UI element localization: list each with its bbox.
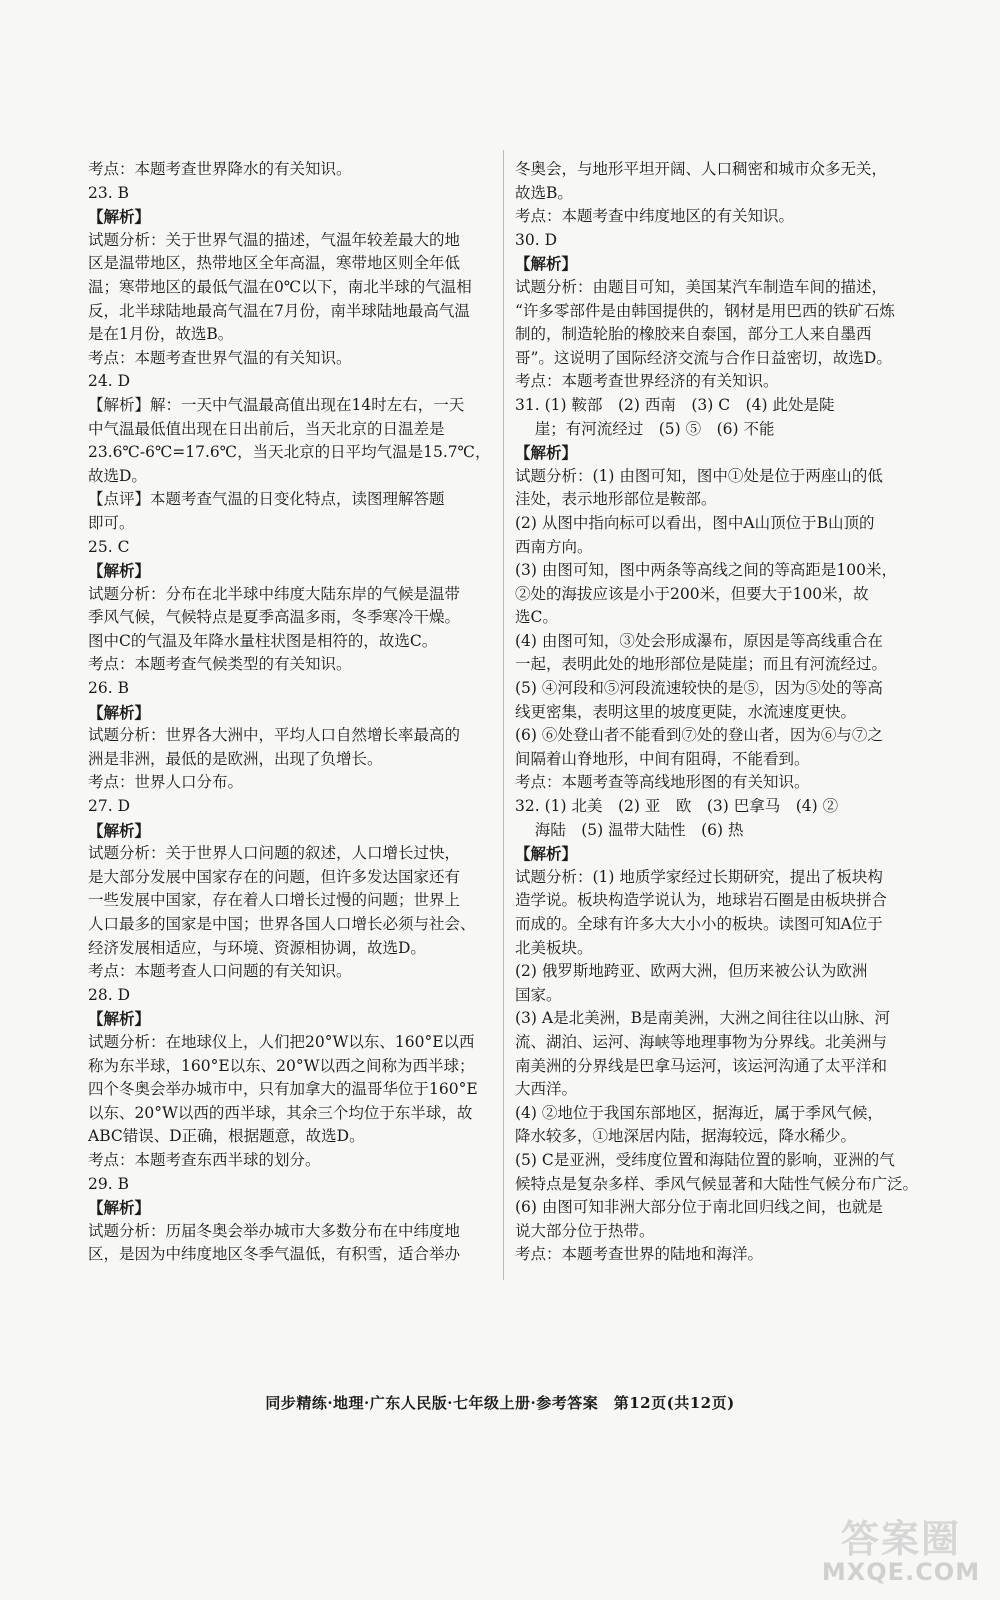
text-line: 【点评】本题考查气温的日变化特点，读图理解答题 bbox=[88, 490, 445, 509]
section-heading: 【解析】 bbox=[515, 254, 578, 274]
section-heading: 【解析】 bbox=[88, 207, 151, 227]
text-line: 以东、20°W以西的西半球，其余三个均位于东半球，故 bbox=[88, 1103, 473, 1122]
text-line: 26. B bbox=[88, 679, 129, 698]
text-line: 故选B。 bbox=[515, 183, 573, 202]
text-line: 30. D bbox=[515, 230, 558, 249]
text-line: 称为东半球，160°E以东、20°W以西之间称为西半球； bbox=[88, 1056, 475, 1075]
text-line: 国家。 bbox=[515, 985, 562, 1004]
text-line: 27. D bbox=[88, 797, 131, 816]
text-line: 制的，制造轮胎的橡胶来自泰国，部分工人来自墨西 bbox=[515, 325, 872, 344]
text-line: 西南方向。 bbox=[515, 537, 593, 556]
text-line: 区，是因为中纬度地区冬季气温低，有积雪，适合举办 bbox=[88, 1245, 461, 1264]
text-line: (5) ④河段和⑤河段流速较快的是⑤，因为⑤处的等高 bbox=[515, 679, 883, 698]
text-line: 区是温带地区，热带地区全年高温，寒带地区则全年低 bbox=[88, 254, 461, 273]
text-line: 南美洲的分界线是巴拿马运河，该运河沟通了太平洋和 bbox=[515, 1056, 888, 1075]
text-line: 23.6℃-6℃=17.6℃，当天北京的日平均气温是15.7℃， bbox=[88, 443, 491, 462]
text-line: 29. B bbox=[88, 1174, 129, 1193]
section-heading: 【解析】 bbox=[88, 820, 151, 840]
text-line: 降水较多，①地深居内陆，据海较远，降水稀少。 bbox=[515, 1127, 857, 1146]
text-line: 考点：本题考查中纬度地区的有关知识。 bbox=[515, 207, 795, 226]
text-line: 哥”。这说明了国际经济交流与合作日益密切，故选D。 bbox=[515, 348, 892, 367]
text-line: 考点：世界人口分布。 bbox=[88, 773, 244, 792]
text-line: 造学说。板块构造学说认为，地球岩石圈是由板块拼合 bbox=[515, 891, 888, 910]
text-line: 考点：本题考查世界经济的有关知识。 bbox=[515, 372, 779, 391]
text-line: 考点：本题考查等高线地形图的有关知识。 bbox=[515, 773, 810, 792]
text-line: (3) 由图可知，图中两条等高线之间的等高距是100米， bbox=[515, 561, 897, 580]
text-line: 冬奥会，与地形平坦开阔、人口稠密和城市众多无关， bbox=[515, 160, 888, 178]
text-line: 【解析】解：一天中气温最高值出现在14时左右，一天 bbox=[88, 395, 465, 414]
text-line: 试题分析：世界各大洲中，平均人口自然增长率最高的 bbox=[88, 726, 461, 745]
site-watermark bbox=[816, 1508, 986, 1588]
text-line: 崖；有河流经过 (5) ⑤ (6) 不能 bbox=[515, 419, 775, 438]
text-line: 季风气候，气候特点是夏季高温多雨，冬季寒冷干燥。 bbox=[88, 608, 461, 627]
text-line: 一起，表明此处的地形部位是陡崖；而且有河流经过。 bbox=[515, 655, 888, 674]
text-line: (6) 由图可知非洲大部分位于南北回归线之间，也就是 bbox=[515, 1198, 883, 1217]
text-line: 洼处，表示地形部位是鞍部。 bbox=[515, 490, 717, 509]
text-line: 人口最多的国家是中国；世界各国人口增长必须与社会、 bbox=[88, 915, 476, 933]
text-line: 四个冬奥会举办城市中，只有加拿大的温哥华位于160°E bbox=[88, 1080, 478, 1099]
section-heading: 【解析】 bbox=[88, 1009, 151, 1029]
text-line: 23. B bbox=[88, 183, 129, 202]
text-line: 图中C的气温及年降水量柱状图是相符的，故选C。 bbox=[88, 631, 438, 650]
left-column bbox=[88, 158, 493, 1267]
text-line: 24. D bbox=[88, 372, 131, 391]
text-line: 考点：本题考查气候类型的有关知识。 bbox=[88, 655, 352, 674]
text-line: 中气温最低值出现在日出前后，当天北京的日温差是 bbox=[88, 419, 445, 438]
text-line: 考点：本题考查世界气温的有关知识。 bbox=[88, 348, 352, 367]
text-line: 流、湖泊、运河、海峡等地理事物为分界线。北美洲与 bbox=[515, 1032, 888, 1051]
right-column bbox=[515, 158, 923, 1267]
text-line: 试题分析：关于世界气温的描述，气温年较差最大的地 bbox=[88, 230, 461, 249]
text-line: 北美板块。 bbox=[515, 938, 593, 957]
text-line: 温；寒带地区的最低气温在0℃以下，南北半球的气温相 bbox=[88, 277, 472, 296]
text-line: 试题分析：(1) 由图可知，图中①处是位于两座山的低 bbox=[515, 466, 883, 485]
text-line: 间隔着山脊地形，中间有阻碍，不能看到。 bbox=[515, 749, 810, 768]
text-line: “许多零部件是由韩国提供的，钢材是用巴西的铁矿石炼 bbox=[515, 301, 895, 320]
text-line: 洲是非洲，最低的是欧洲，出现了负增长。 bbox=[88, 749, 383, 768]
text-line: 大西洋。 bbox=[515, 1080, 578, 1099]
text-line: 是在1月份，故选B。 bbox=[88, 325, 234, 344]
section-heading: 【解析】 bbox=[515, 443, 578, 463]
text-line: 即可。 bbox=[88, 513, 135, 532]
text-line: 反，北半球陆地最高气温在7月份，南半球陆地最高气温 bbox=[88, 301, 470, 320]
text-line: 试题分析：分布在北半球中纬度大陆东岸的气候是温带 bbox=[88, 584, 461, 603]
text-line: (2) 从图中指向标可以看出，图中A山顶位于B山顶的 bbox=[515, 513, 875, 532]
text-line: (3) A是北美洲，B是南美洲，大洲之间往往以山脉、河 bbox=[515, 1009, 890, 1028]
text-line: 考点：本题考查世界降水的有关知识。 bbox=[88, 160, 352, 178]
text-line: (4) ②地位于我国东部地区，据海近，属于季风气候， bbox=[515, 1103, 883, 1122]
text-line: 故选D。 bbox=[88, 466, 147, 485]
section-heading: 【解析】 bbox=[515, 844, 578, 864]
text-line: 线更密集，表明这里的坡度更陡，水流速度更快。 bbox=[515, 702, 857, 721]
section-heading: 【解析】 bbox=[88, 702, 151, 722]
section-heading: 【解析】 bbox=[88, 1198, 151, 1218]
text-line: 考点：本题考查东西半球的划分。 bbox=[88, 1150, 321, 1169]
text-line: 是大部分发展中国家存在的问题，但许多发达国家还有 bbox=[88, 867, 461, 886]
text-line: 候特点是复杂多样、季风气候显著和大陆性气候分布广泛。 bbox=[515, 1174, 919, 1193]
text-line: 32. (1) 北美 (2) 亚 欧 (3) 巴拿马 (4) ② bbox=[515, 797, 839, 816]
text-line: ABC错误、D正确，根据题意，故选D。 bbox=[88, 1127, 365, 1146]
text-line: ②处的海拔应该是小于200米，但要大于100米，故 bbox=[515, 584, 869, 603]
text-line: 说大部分位于热带。 bbox=[515, 1221, 655, 1240]
watermark-subtitle: MXQE.COM bbox=[821, 1558, 981, 1586]
text-line: 试题分析：(1) 地质学家经过长期研究，提出了板块构 bbox=[515, 867, 883, 886]
column-divider bbox=[503, 150, 504, 1280]
text-line: (5) C是亚洲，受纬度位置和海陆位置的影响，亚洲的气 bbox=[515, 1150, 895, 1169]
text-line: 考点：本题考查人口问题的有关知识。 bbox=[88, 962, 352, 981]
text-line: 选C。 bbox=[515, 608, 558, 627]
text-line: (6) ⑥处登山者不能看到⑦处的登山者，因为⑥与⑦之 bbox=[515, 726, 883, 745]
text-line: 试题分析：由题目可知，美国某汽车制造车间的描述， bbox=[515, 277, 888, 296]
text-line: 试题分析：在地球仪上，人们把20°W以东、160°E以西 bbox=[88, 1032, 475, 1051]
page-footer: 同步精练·地理·广东人民版·七年级上册·参考答案 第12页(共12页) bbox=[265, 1394, 735, 1412]
text-line: 而成的。全球有许多大大小小的板块。读图可知A位于 bbox=[515, 915, 883, 933]
text-line: (4) 由图可知，③处会形成瀑布，原因是等高线重合在 bbox=[515, 631, 883, 650]
text-line: (2) 俄罗斯地跨亚、欧两大洲，但历来被公认为欧洲 bbox=[515, 962, 868, 981]
text-line: 考点：本题考查世界的陆地和海洋。 bbox=[515, 1245, 764, 1264]
text-line: 31. (1) 鞍部 (2) 西南 (3) C (4) 此处是陡 bbox=[515, 395, 835, 414]
text-line: 28. D bbox=[88, 985, 131, 1004]
text-line: 一些发展中国家，存在着人口增长过慢的问题；世界上 bbox=[88, 891, 461, 910]
text-line: 经济发展相适应，与环境、资源相协调，故选D。 bbox=[88, 938, 426, 957]
text-line: 试题分析：历届冬奥会举办城市大多数分布在中纬度地 bbox=[88, 1221, 461, 1240]
text-line: 25. C bbox=[88, 537, 130, 556]
text-line: 海陆 (5) 温带大陆性 (6) 热 bbox=[515, 820, 744, 839]
section-heading: 【解析】 bbox=[88, 561, 151, 581]
watermark-title: 答案圈 bbox=[840, 1517, 961, 1561]
text-line: 试题分析：关于世界人口问题的叙述，人口增长过快， bbox=[88, 844, 461, 863]
